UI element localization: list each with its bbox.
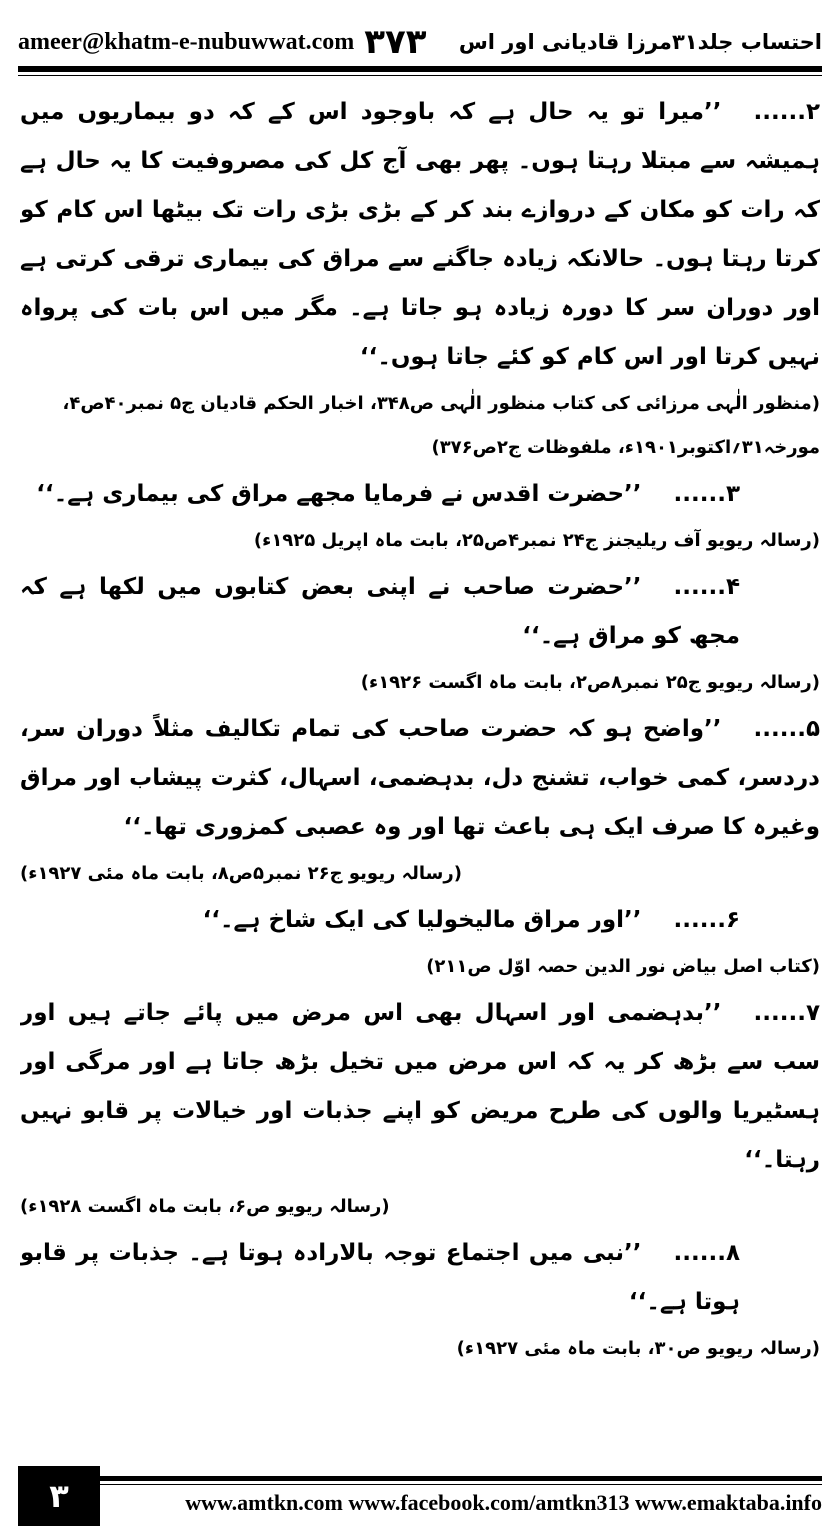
page-number: ۳۷۳ (364, 22, 427, 62)
reference: (رسالہ ریویو آف ریلیجنز ج۲۴ نمبر۴ص۲۵، بابت ماہ اپریل ۱۹۲۵ء) (253, 530, 820, 551)
quote-text: ’’میرا تو یہ حال ہے کہ باوجود اس کے کہ دو بیماریوں میں ہمیشہ سے مبتلا رہتا ہوں۔ پھر بھی آج کل کی مصروفیت کا یہ حال ہے کہ رات کو مکان کے دروازے بند کر کے بڑی بڑی رات تک بیٹھا اس کام کو کرتا رہتا ہوں۔ حالانکہ زیادہ جاگنے سے مراق کی بیماری ترقی کرتی ہے اور دوران سر کا دورہ زیادہ ہو جاتا ہے۔ مگر میں اس بات کی پرواہ نہیں کرتا اور اس کام کو کئے جاتا ہوں۔‘‘ (20, 99, 820, 370)
quote-text: ’’اور مراق مالیخولیا کی ایک شاخ ہے۔‘‘ (202, 907, 642, 933)
quote-text: ’’بدہضمی اور اسہال بھی اس مرض میں پائے جاتے ہیں اور سب سے بڑھ کر یہ کہ اس مرض میں تخیل بڑھ جاتا ہے اور مرگی اور ہسٹیریا والوں کی طرح مریض کو اپنے جذبات اور خیالات پر قابو نہیں رہتا۔‘‘ (20, 1000, 820, 1173)
header-rule-thin (18, 75, 822, 76)
item-number: ۶...... (673, 907, 740, 933)
item-number: ۵...... (753, 716, 820, 742)
header-email: ameer@khatm-e-nubuwwat.com (18, 28, 355, 55)
item-number: ۳...... (673, 481, 740, 507)
footer-rule (100, 1476, 822, 1481)
page-footer (18, 1466, 822, 1526)
quote-text: ’’نبی میں اجتماع توجہ بالارادہ ہوتا ہے۔ جذبات پر قابو ہوتا ہے۔‘‘ (20, 1240, 740, 1315)
footer-page-box: ۳ (18, 1466, 100, 1526)
page-header (18, 20, 822, 64)
book-title: احتساب جلد۳۱مرزا قادیانی اور اس (458, 30, 822, 54)
quote-text: ’’حضرت اقدس نے فرمایا مجھے مراق کی بیماری ہے۔‘‘ (36, 481, 642, 507)
quote-paragraph (20, 470, 820, 519)
quote-text: ’’واضح ہو کہ حضرت صاحب کی تمام تکالیف مثلاً دوران سر، دردسر، کمی خواب، تشنج دل، بدہضمی، اسہال، کثرت پیشاب اور مراق وغیرہ کا صرف ایک ہی باعث تھا اور وہ عصبی کمزوری تھا۔‘‘ (20, 716, 820, 840)
header-rule (18, 66, 822, 72)
page-content (20, 88, 820, 1440)
reference: (کتاب اصل بیاض نور الدین حصہ اوّل ص۲۱۱) (426, 956, 820, 977)
reference: (رسالہ ریویو ص۳۰، بابت ماہ مئی ۱۹۲۷ء) (456, 1338, 820, 1359)
item-number: ۲...... (753, 99, 820, 125)
quote-text: ’’حضرت صاحب نے اپنی بعض کتابوں میں لکھا ہے کہ مجھ کو مراق ہے۔‘‘ (20, 574, 740, 649)
reference: (منظور الٰہی مرزائی کی کتاب منظور الٰہی ص۳۴۸، اخبار الحکم قادیان ج۵ نمبر۴۰ص۴، مورخہ۳۱؍اکتوبر۱۹۰۱ء، ملفوظات ج۲ص۳۷۶) (62, 393, 820, 458)
item-number: ۸...... (673, 1240, 740, 1266)
quote-paragraph (20, 88, 820, 382)
reference: (رسالہ ریویو ص۶، بابت ماہ اگست ۱۹۲۸ء) (20, 1196, 390, 1217)
quote-paragraph (20, 896, 820, 945)
reference: (رسالہ ریویو ج۲۵ نمبر۸ص۲، بابت ماہ اگست ۱۹۲۶ء) (360, 672, 820, 693)
quote-paragraph (20, 1229, 820, 1327)
header-left (18, 22, 427, 62)
quote-paragraph (20, 705, 820, 852)
quote-paragraph (20, 563, 820, 661)
item-number: ۷...... (753, 1000, 820, 1026)
footer-links: www.amtkn.com www.facebook.com/amtkn313 www.emaktaba.info (185, 1490, 822, 1515)
reference: (رسالہ ریویو ج۲۶ نمبر۵ص۸، بابت ماہ مئی ۱۹۲۷ء) (20, 863, 462, 884)
item-number: ۴...... (673, 574, 740, 600)
footer-rule-thin (100, 1484, 822, 1485)
quote-paragraph (20, 989, 820, 1185)
